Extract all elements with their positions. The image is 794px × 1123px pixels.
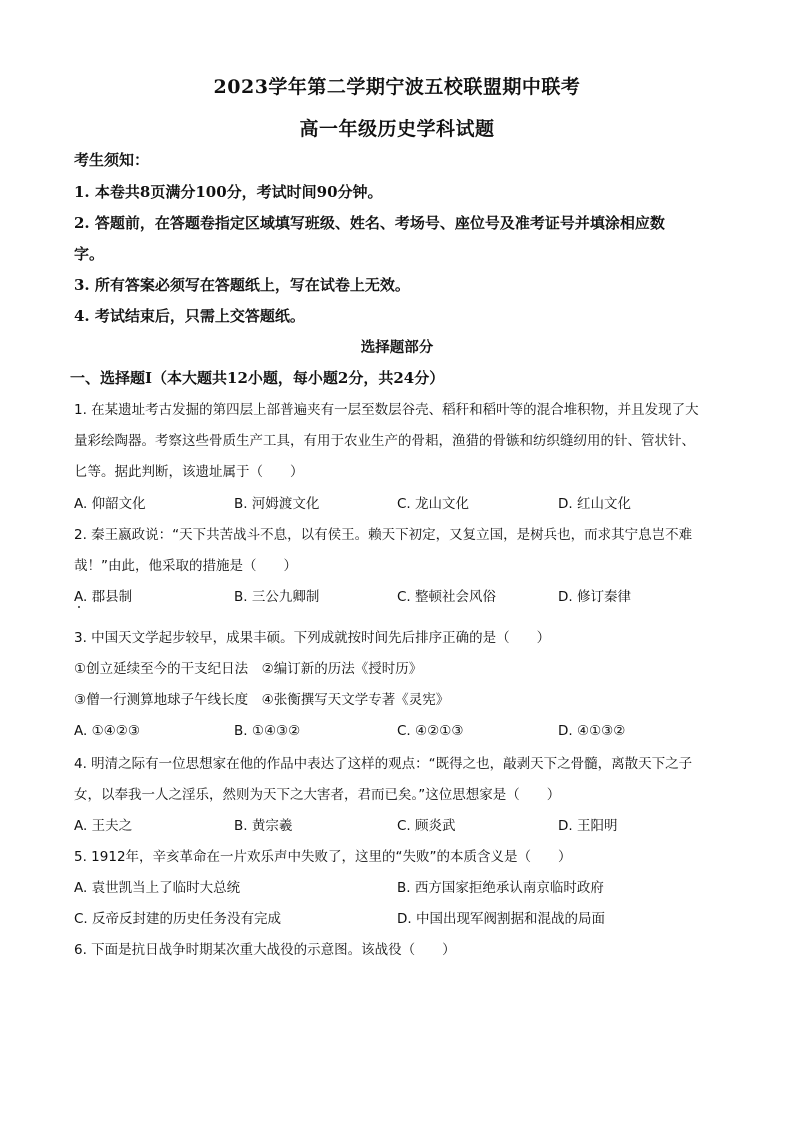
question-4-option-c: C. 顾炎武 [397,818,456,834]
question-3-option-b: B. ①④③② [234,723,301,739]
question-1-line: 匕等。据此判断，该遗址属于（ ） [74,464,304,480]
stray-dot [78,606,80,608]
question-5-option-d: D. 中国出现军阀割据和混战的局面 [397,911,605,927]
question-3-line: 3. 中国天文学起步较早，成果丰硕。下列成就按时间先后排序正确的是（ ） [74,630,551,646]
part-heading: 一、选择题Ⅰ（本大题共12小题，每小题2分，共24分） [70,369,445,387]
notice-item: 4. 考试结束后，只需上交答题纸。 [74,307,305,325]
question-3-line: ③僧一行测算地球子午线长度 ④张衡撰写天文学专著《灵宪》 [74,692,450,708]
notice-item: 字。 [74,245,105,263]
question-1-line: 1. 在某遗址考古发掘的第四层上部普遍夹有一层至数层谷壳、稻秆和稻叶等的混合堆积物，并且发现了大 [74,402,699,418]
question-3-option-c: C. ④②①③ [397,723,464,739]
question-6-line: 6. 下面是抗日战争时期某次重大战役的示意图。该战役（ ） [74,942,456,958]
question-4-option-a: A. 王夫之 [74,818,133,834]
question-5-option-b: B. 西方国家拒绝承认南京临时政府 [397,880,604,896]
question-2-option-d: D. 修订秦律 [558,589,631,605]
exam-subtitle: 高一年级历史学科试题 [299,118,495,140]
exam-title: 2023学年第二学期宁波五校联盟期中联考 [213,76,581,98]
question-1-option-b: B. 河姆渡文化 [234,496,320,512]
notice-heading: 考生须知： [74,151,150,169]
notice-item: 1. 本卷共8页满分100分，考试时间90分钟。 [74,183,383,201]
question-5-option-c: C. 反帝反封建的历史任务没有完成 [74,911,282,927]
question-2-option-c: C. 整顿社会风俗 [397,589,497,605]
question-4-option-b: B. 黄宗羲 [234,818,293,834]
question-1-line: 量彩绘陶器。考察这些骨质生产工具，有用于农业生产的骨耜，渔猎的骨镞和纺织缝纫用的针、管状针、 [74,433,695,449]
question-5-option-a: A. 袁世凯当上了临时大总统 [74,880,241,896]
notice-item: 3. 所有答案必须写在答题纸上，写在试卷上无效。 [74,276,410,294]
question-3-line: ①创立延续至今的干支纪日法 ②编订新的历法《授时历》 [74,661,423,677]
question-4-line: 4. 明清之际有一位思想家在他的作品中表达了这样的观点：“既得之也，敲剥天下之骨髓，离散天下之子 [74,756,693,772]
question-2-line: 哉！”由此，他采取的措施是（ ） [74,558,297,574]
question-2-option-b: B. 三公九卿制 [234,589,320,605]
question-2-line: 2. 秦王嬴政说：“天下共苦战斗不息，以有侯王。赖天下初定，又复立国，是树兵也，而求其宁息岂不难 [74,527,693,543]
question-4-line: 女，以奉我一人之淫乐，然则为天下之大害者，君而已矣。”这位思想家是（ ） [74,787,561,803]
question-4-option-d: D. 王阳明 [558,818,618,834]
question-1-option-a: A. 仰韶文化 [74,496,146,512]
notice-item: 2. 答题前，在答题卷指定区域填写班级、姓名、考场号、座位号及准考证号并填涂相应数 [74,214,665,232]
question-1-option-d: D. 红山文化 [558,496,631,512]
question-5-line: 5. 1912年，辛亥革命在一片欢乐声中失败了，这里的“失败”的本质含义是（ ） [74,849,572,865]
question-2-option-a: A. 郡县制 [74,589,133,605]
section-title: 选择题部分 [360,339,434,356]
question-3-option-a: A. ①④②③ [74,723,140,739]
question-3-option-d: D. ④①③② [558,723,626,739]
question-1-option-c: C. 龙山文化 [397,496,470,512]
